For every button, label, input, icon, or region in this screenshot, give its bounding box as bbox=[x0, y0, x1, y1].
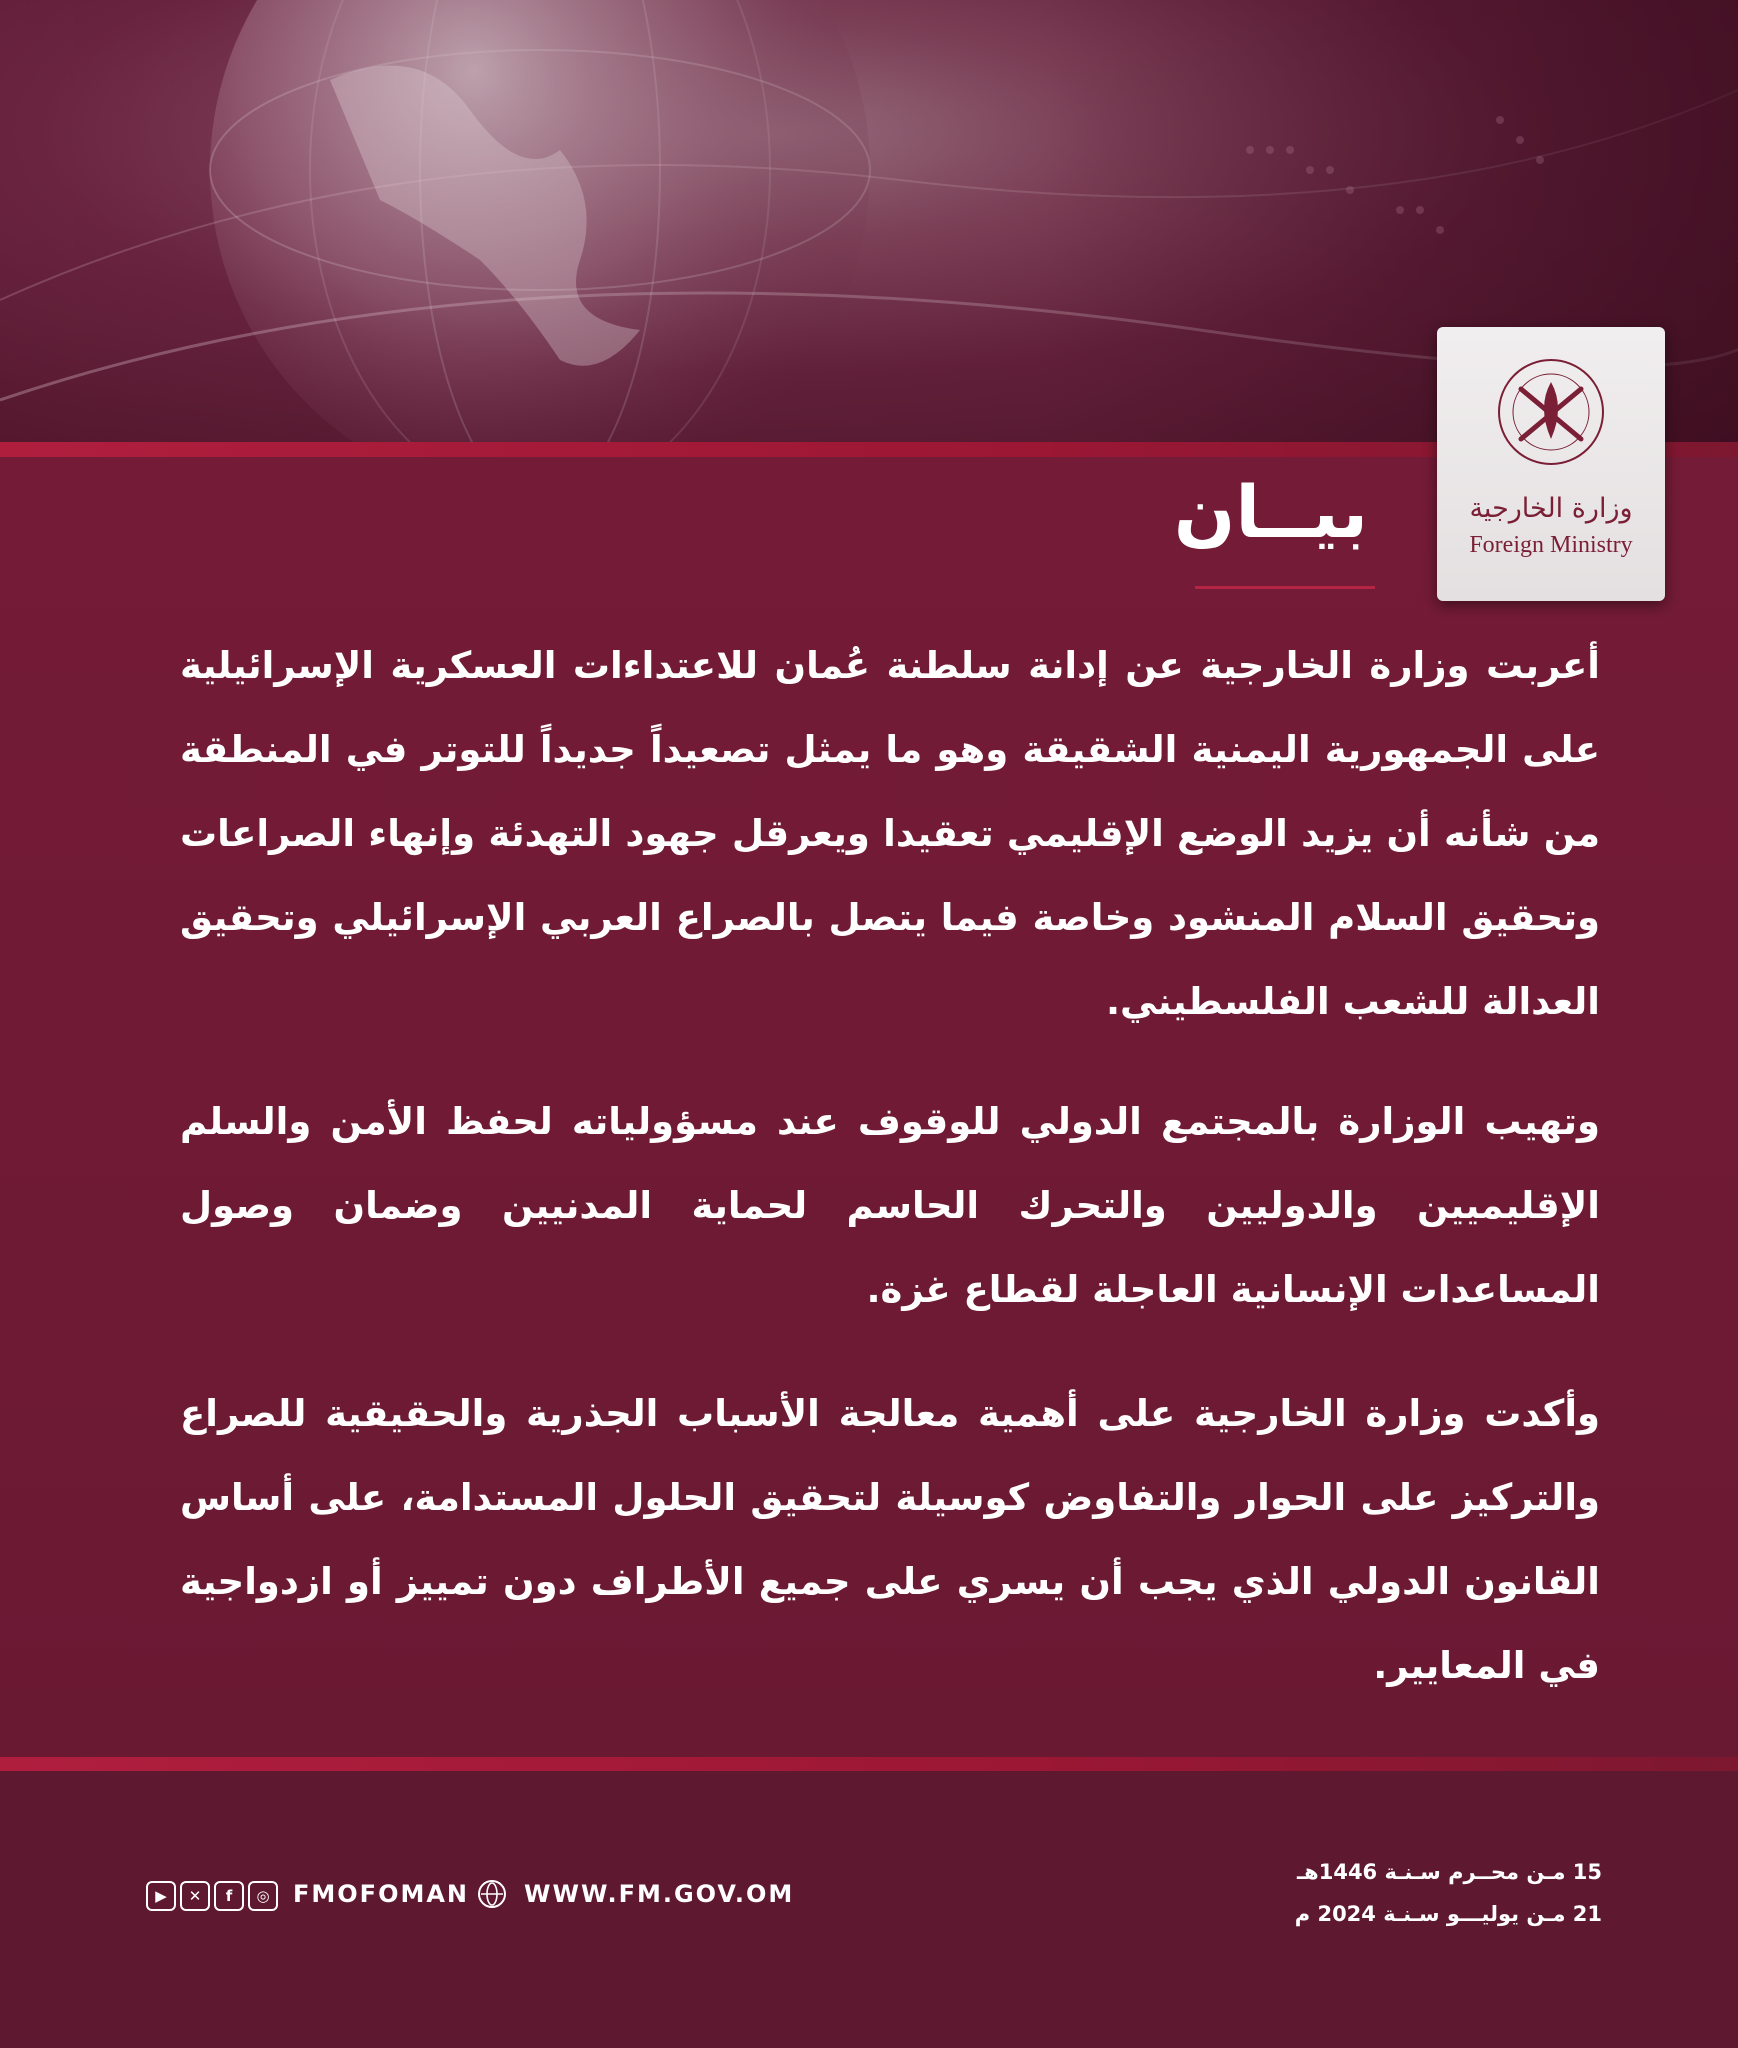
date-hijri: 15 مـن محــرم سـنـة 1446هـ bbox=[1296, 1860, 1602, 1884]
social-handle[interactable]: FMOFOMAN bbox=[293, 1880, 470, 1908]
logo-english-name: Foreign Ministry bbox=[1469, 532, 1633, 558]
footer-accent-band bbox=[0, 1757, 1738, 1771]
globe-icon bbox=[478, 1880, 506, 1908]
ministry-logo bbox=[1437, 327, 1665, 601]
statement-paragraph-3: وأكدت وزارة الخارجية على أهمية معالجة الأسباب الجذرية والحقيقية للصراع والتركيز على الحوار والتفاوض كوسيلة لتحقيق الحلول المستدامة، على أساس القانون الدولي الذي يجب أن يسري على جميع الأطراف دون تمييز أو ازدواجية في المعايير. bbox=[180, 1392, 1600, 1687]
website-link[interactable]: WWW.FM.GOV.OM bbox=[524, 1880, 795, 1908]
statement-paragraph-1: أعربت وزارة الخارجية عن إدانة سلطنة عُمان للاعتداءات العسكرية الإسرائيلية على الجمهورية اليمنية الشقيقة وهو ما يمثل تصعيداً جديداً للتوتر في المنطقة من شأنه أن يزيد الوضع الإقليمي تعقيدا ويعرقل جهود التهدئة وإنهاء الصراعات وتحقيق السلام المنشود وخاصة فيما يتصل بالصراع العربي الإسرائيلي وتحقيق العدالة للشعب الفلسطيني. bbox=[180, 644, 1600, 1023]
instagram-icon[interactable]: ◎ bbox=[248, 1881, 278, 1911]
date-gregorian: 21 مـن يوليـــو سـنـة 2024 م bbox=[1294, 1902, 1602, 1926]
youtube-icon[interactable]: ▶ bbox=[146, 1881, 176, 1911]
title-underline bbox=[1195, 586, 1375, 589]
oman-emblem-icon bbox=[1437, 327, 1665, 497]
x-icon[interactable]: ✕ bbox=[180, 1881, 210, 1911]
facebook-icon[interactable]: f bbox=[214, 1881, 244, 1911]
logo-arabic-name: وزارة الخارجية bbox=[1469, 493, 1633, 524]
statement-title: بيــان bbox=[1173, 470, 1368, 554]
social-icons bbox=[146, 1881, 278, 1911]
statement-paragraph-2: وتهيب الوزارة بالمجتمع الدولي للوقوف عند مسؤولياته لحفظ الأمن والسلم الإقليميين والدوليين والتحرك الحاسم لحماية المدنيين وضمان وصول المساعدات الإنسانية العاجلة لقطاع غزة. bbox=[180, 1100, 1600, 1311]
